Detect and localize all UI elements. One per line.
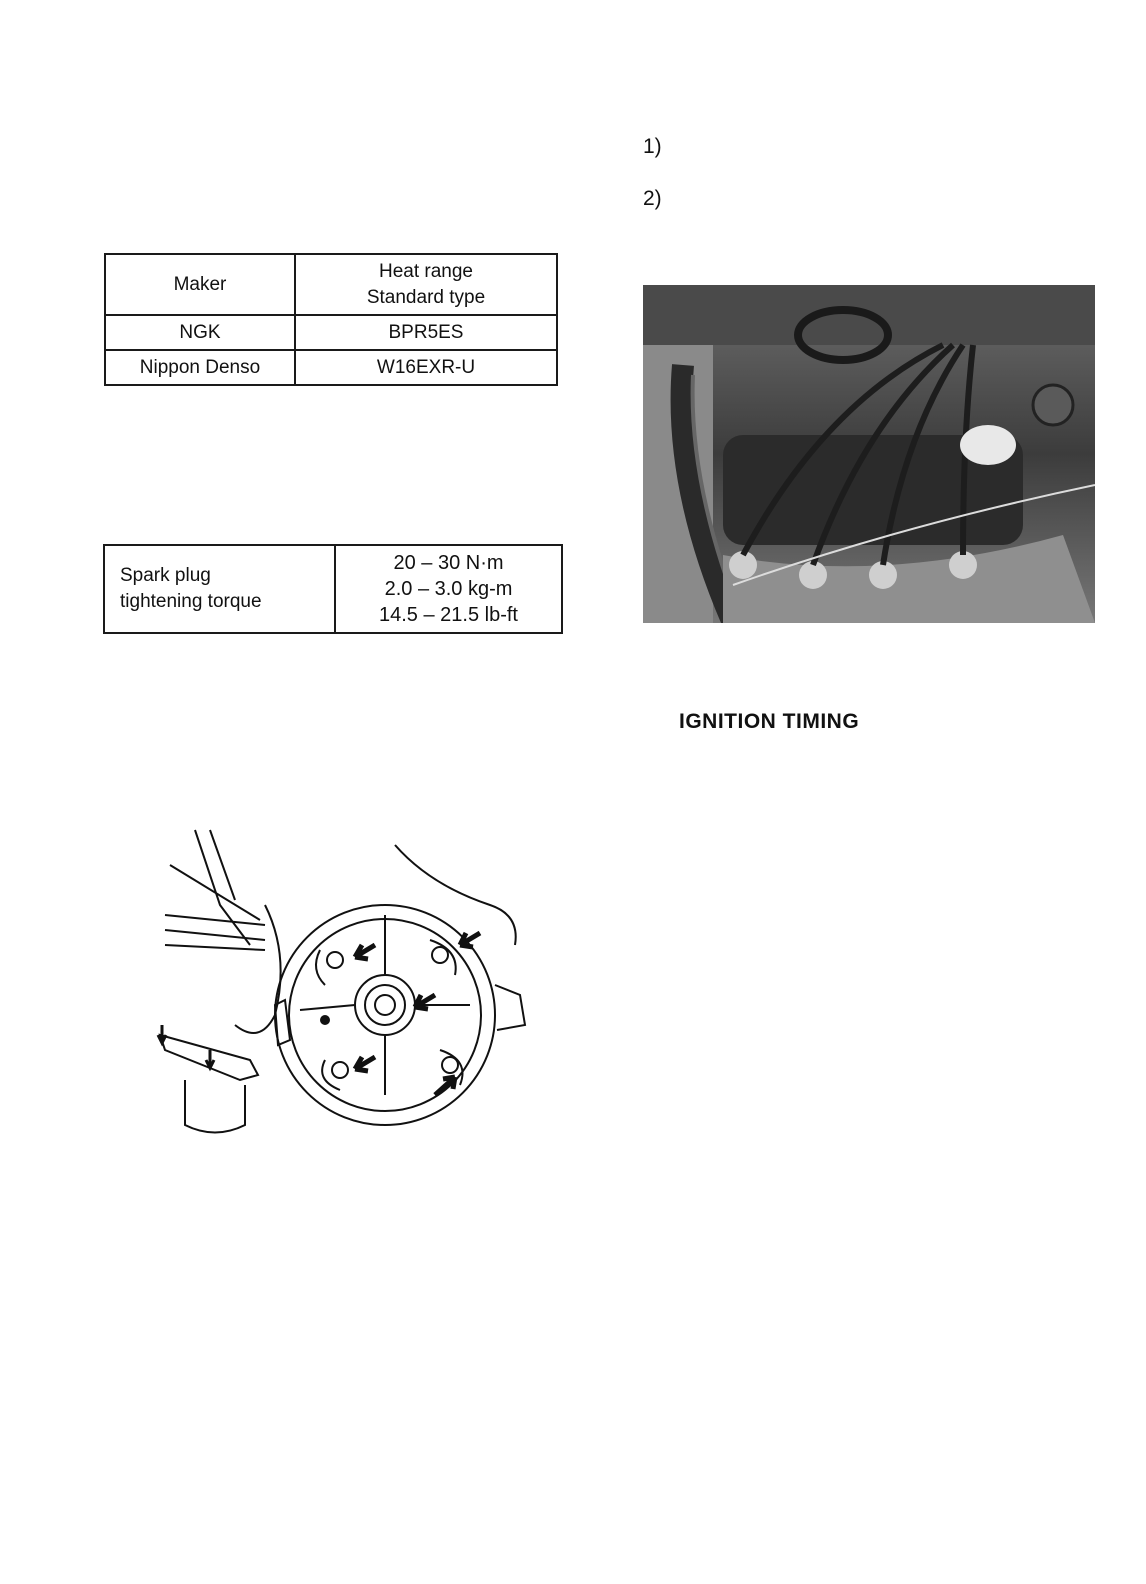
torque-label-line2: tightening torque xyxy=(120,591,262,612)
torque-label xyxy=(104,545,335,633)
table-header-row xyxy=(105,254,557,315)
maker-cell: Nippon Denso xyxy=(105,350,295,385)
maker-header: Maker xyxy=(105,254,295,315)
table-row xyxy=(105,350,557,385)
step-2-number: 2) xyxy=(643,187,662,210)
heat-range-header xyxy=(295,254,557,315)
distributor-graphic xyxy=(140,825,540,1145)
heat-range-header-line2: Standard type xyxy=(366,286,486,308)
table-row xyxy=(104,545,562,633)
section-heading: IGNITION TIMING xyxy=(679,710,860,733)
heat-range-header-line1: Heat range xyxy=(378,260,473,282)
plug-type-cell: BPR5ES xyxy=(295,315,557,350)
torque-table xyxy=(103,544,563,634)
torque-value-kgm: 2.0 – 3.0 kg-m xyxy=(384,578,513,600)
table-row xyxy=(105,315,557,350)
heat-range-table xyxy=(104,253,558,386)
torque-label-line1: Spark plug xyxy=(120,565,211,586)
step-1-number: 1) xyxy=(643,135,662,158)
maker-cell: NGK xyxy=(105,315,295,350)
plug-type-cell: W16EXR-U xyxy=(295,350,557,385)
torque-values xyxy=(335,545,562,633)
engine-bay-photo-graphic xyxy=(643,285,1095,623)
torque-value-lbft: 14.5 – 21.5 lb-ft xyxy=(379,604,518,626)
torque-value-nm: 20 – 30 N·m xyxy=(393,552,504,574)
engine-bay-photo xyxy=(643,285,1095,623)
distributor-cap-illustration xyxy=(140,825,540,1145)
